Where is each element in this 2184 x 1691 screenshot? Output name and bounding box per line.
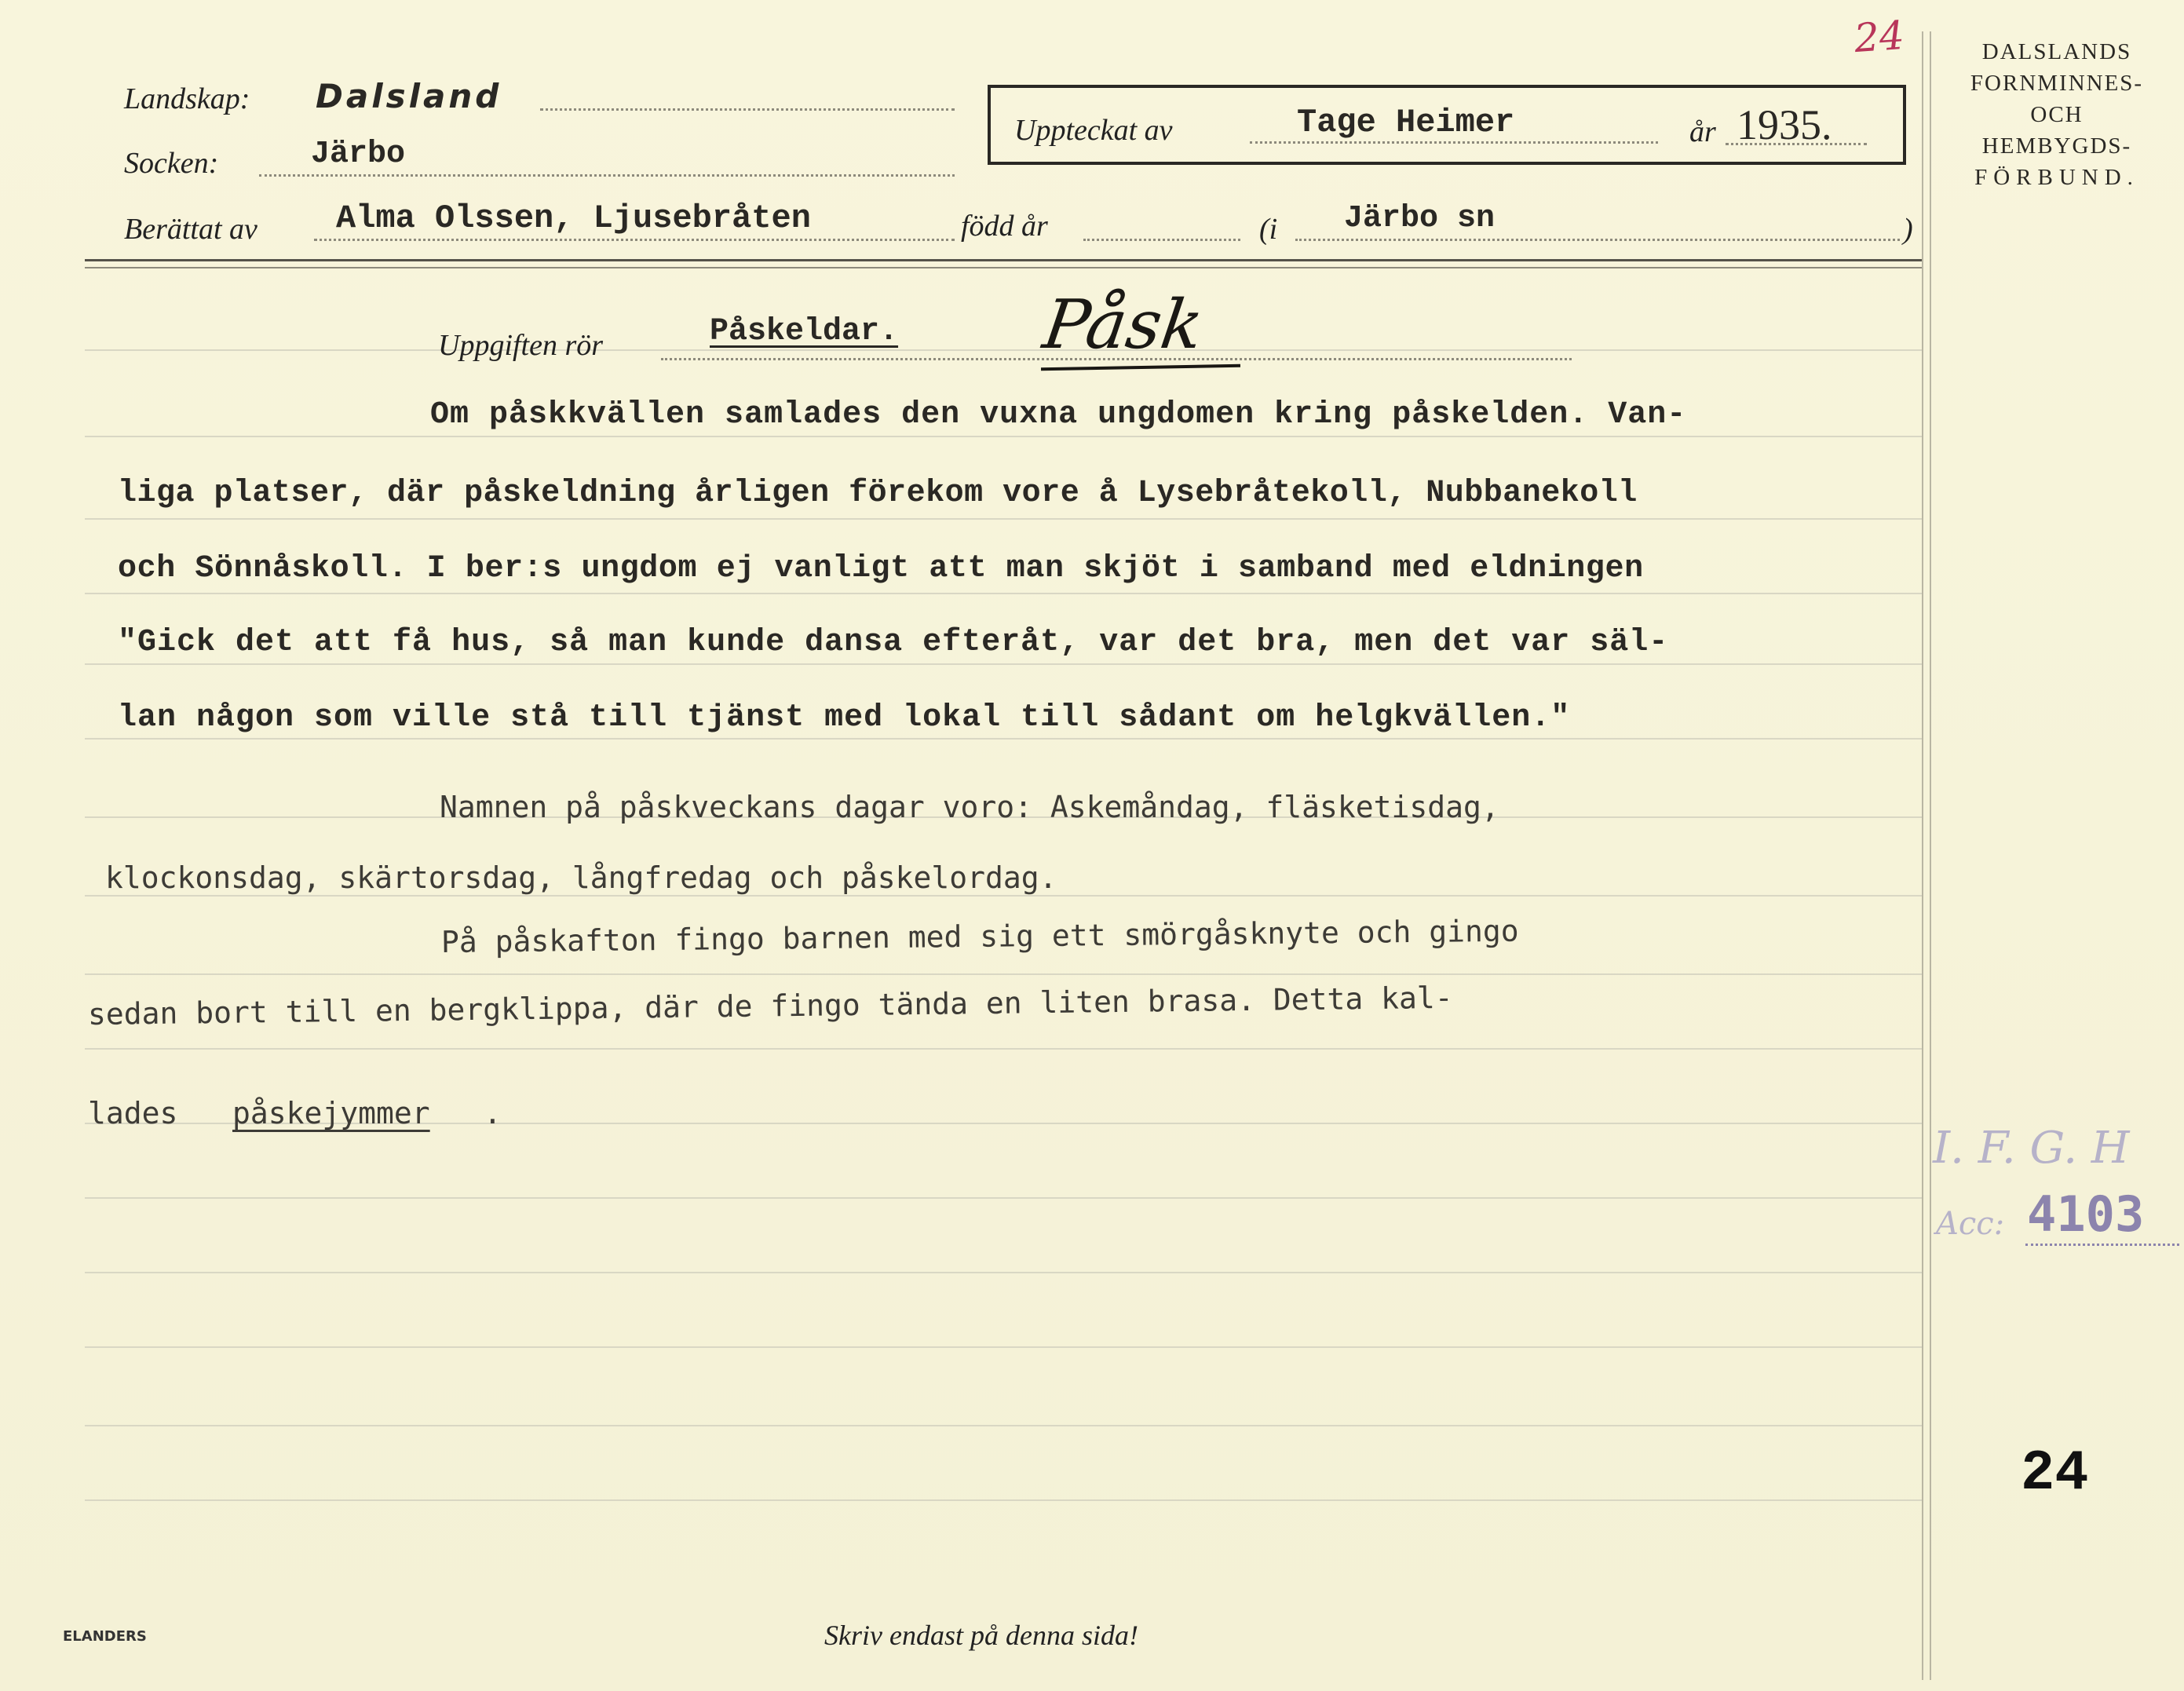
body-line-light: sedan bort till en bergklippa, där de fingo tända en liten brasa. Detta kal-: [87, 980, 1453, 1032]
org-line: OCH: [2030, 102, 2084, 127]
card-number: 24: [2021, 1441, 2089, 1506]
subject-handwritten-underline: [1041, 364, 1240, 371]
ruled-line: [85, 663, 1922, 665]
ar-label: år: [1689, 115, 1716, 148]
body-line: liga platser, där påskeldning årligen förekom vore å Lysebråtekoll, Nubbanekoll: [118, 476, 1638, 511]
header-separator-thin: [85, 267, 1922, 268]
ruled-line: [85, 1499, 1922, 1501]
org-line: DALSLANDS: [1981, 39, 2132, 64]
body-line-light: På påskafton fingo barnen med sig ett smörgåsknyte och gingo: [440, 913, 1519, 959]
handwritten-number: 24: [1853, 12, 1906, 62]
i-value: Järbo sn: [1344, 201, 1496, 236]
footer-instruction: Skriv endast på denna sida!: [824, 1620, 1138, 1651]
landskap-label: Landskap:: [124, 82, 250, 115]
margin-line: [1922, 31, 1923, 1680]
fodd-dots: [1083, 239, 1240, 241]
body-line-light: Namnen på påskveckans dagar voro: Askemåndag, fläsketisdag,: [440, 790, 1499, 824]
acc-number: 4103: [2027, 1185, 2145, 1243]
body-line-light: lades: [88, 1096, 178, 1130]
body-line-light: .: [484, 1096, 502, 1130]
berattat-label: Berättat av: [124, 213, 257, 246]
ruled-line: [85, 436, 1922, 437]
uppteck-value: Tage Heimer: [1297, 104, 1515, 141]
subject-value: Påskeldar.: [710, 314, 899, 349]
ruled-line: [85, 1197, 1922, 1199]
subject-label: Uppgiften rör: [438, 329, 604, 362]
acc-underline: [2025, 1244, 2179, 1246]
body-line: Om påskkvällen samlades den vuxna ungdomen kring påskelden. Van-: [430, 397, 1687, 433]
ruled-line: [85, 1048, 1922, 1050]
body-line-light-underlined: påskejymmer: [232, 1096, 430, 1130]
socken-value: Järbo: [311, 137, 406, 172]
org-line: HEMBYGDS-: [1981, 133, 2132, 159]
uppteck-dots: [1250, 141, 1658, 144]
printer-logo: [63, 1628, 147, 1645]
body-line-light: klockonsdag, skärtorsdag, långfredag och påskelordag.: [105, 860, 1057, 895]
fodd-label: född år: [961, 210, 1048, 243]
ruled-line: [85, 895, 1922, 897]
landskap-value: Dalsland: [316, 77, 502, 115]
berattat-dots: [314, 239, 955, 241]
socken-dots: [259, 174, 955, 177]
org-line: FÖRBUND.: [1974, 165, 2139, 190]
archive-stamp-line: I. F. G. H: [1933, 1123, 2130, 1174]
berattat-value: Alma Olssen, Ljusebråten: [336, 199, 811, 237]
ruled-line: [85, 518, 1922, 520]
landskap-dots: [540, 108, 955, 111]
acc-label: Acc:: [1936, 1206, 2005, 1242]
body-line: "Gick det att få hus, så man kunde dansa efteråt, var det bra, men det var säl-: [118, 625, 1669, 660]
ruled-line: [85, 1346, 1922, 1348]
ruled-line: [85, 973, 1922, 975]
subject-handwritten: Påsk: [1038, 286, 1208, 364]
i-dots: [1295, 239, 1900, 241]
ruled-line: [85, 738, 1922, 740]
socken-label: Socken:: [124, 147, 219, 180]
close-paren: ): [1903, 213, 1913, 246]
ruled-line: [85, 349, 1922, 351]
i-label: (i: [1259, 213, 1278, 246]
ruled-line: [85, 593, 1922, 594]
body-line: och Sönnåskoll. I ber:s ungdom ej vanligt att man skjöt i samband med eldningen: [118, 551, 1644, 586]
ruled-line: [85, 1425, 1922, 1426]
logo-text: ELANDERS: [63, 1628, 147, 1645]
organization-name: [1939, 36, 2175, 193]
uppteck-label: Uppteckat av: [1014, 114, 1173, 147]
ar-value: 1935.: [1737, 101, 1832, 148]
header-separator: [85, 259, 1922, 261]
ar-dots: [1726, 143, 1867, 145]
body-line: lan någon som ville stå till tjänst med lokal till sådant om helgkvällen.": [118, 700, 1571, 736]
margin-line: [1930, 31, 1931, 1680]
ruled-line: [85, 1272, 1922, 1273]
org-line: FORNMINNES-: [1970, 71, 2144, 96]
